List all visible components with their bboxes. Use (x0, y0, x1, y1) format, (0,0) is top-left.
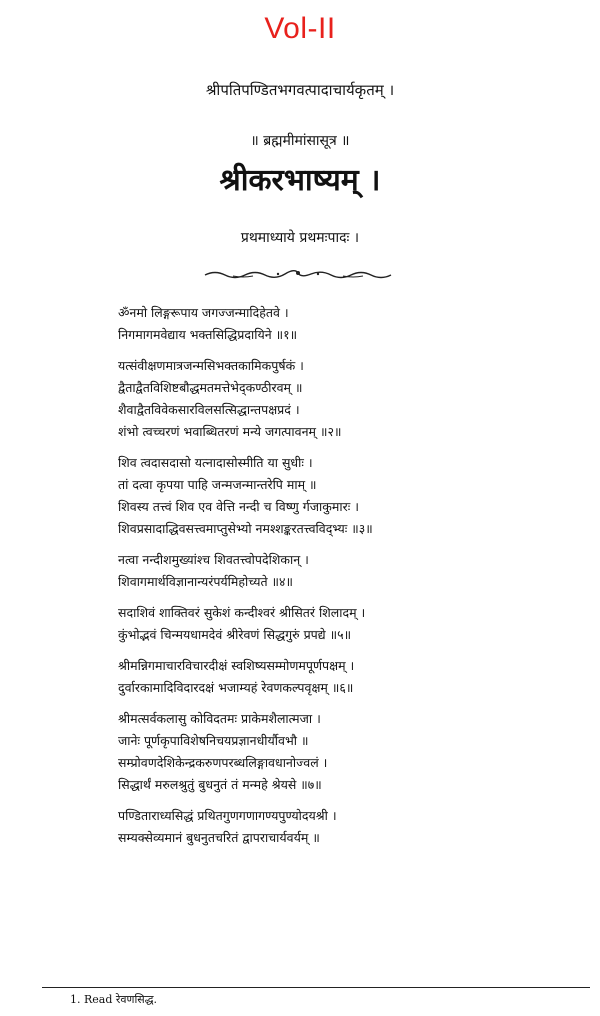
verse-line: यत्संवीक्षणमात्रजन्मसिभक्तकामिकपुर्षकं । (118, 358, 304, 373)
verse-line: ॐनमो लिङ्गरूपाय जगज्जन्मादिहेतवे । (118, 305, 289, 320)
verse-block (118, 302, 588, 346)
verse-line: तां दत्वा कृपया पाहि जन्मजन्मान्तरेपि माम् ॥ (118, 477, 317, 492)
verse-line: कुंभोद्भवं चिन्मयधामदेवं श्रीरेवणं सिद्धगुरुं प्रपद्ये ॥५॥ (118, 627, 352, 642)
ornament-divider (203, 269, 393, 279)
verse-block (118, 655, 588, 699)
verse-block (118, 452, 588, 540)
verse-line: शिवप्रसादाद्धिवसत्त्वमाप्तुसेभ्यो नमश्शङ्करतत्त्वविद्भ्यः ॥३॥ (118, 521, 373, 536)
subtitle: ॥ ब्रह्ममीमांसासूत्र ॥ (250, 133, 350, 149)
verse-block (118, 805, 588, 849)
verse-line: सिद्धार्थं मरुलश्रुतुं बुधनुतं तं मन्महे श्रेयसे ॥७॥ (118, 777, 322, 792)
verse-line: शिवागमार्थविज्ञानान्यरंपर्यमिहोच्यते ॥४॥ (118, 574, 294, 589)
verse-line: जानेः पूर्णकृपाविशेषनिचयप्रज्ञानधीर्यौवभौ ॥ (118, 733, 309, 748)
verse-line: सदाशिवं शाक्तिवरं सुकेशं कन्दीश्वरं श्रीसितरं शिलादम् । (118, 605, 366, 620)
verse-line: सम्प्रोवणदेशिकेन्द्रकरुणपरब्धलिङ्गावधानोज्वलं । (118, 755, 328, 770)
verse-block (118, 549, 588, 593)
main-title: श्रीकरभाष्यम् । (219, 163, 381, 198)
footnote-divider (42, 987, 590, 988)
verse-line: सम्यक्सेव्यमानं बुधनुतचरितं द्वापराचार्यवर्यम् ॥ (118, 830, 320, 845)
verse-line: निगमागमवेद्याय भक्तसिद्धिप्रदायिने ॥१॥ (118, 327, 298, 342)
verse-line: श्रीमन्निगमाचारविचारदीक्षं स्वशिष्यसम्मोणमपूर्णपक्षम् । (118, 658, 355, 673)
section-title: प्रथमाध्याये प्रथमःपादः । (240, 230, 360, 246)
verse-line: शिवस्य तत्त्वं शिव एव वेत्ति नन्दी च विष्णु र्गजाकुमारः । (118, 499, 359, 514)
volume-label: Vol-II (264, 12, 336, 45)
footnote: 1. Read रेवणसिद्ध. (70, 993, 158, 1006)
verse-line: नत्वा नन्दीशमुख्यांश्च शिवतत्त्वोपदेशिकान् । (118, 552, 309, 567)
verse-block (118, 355, 588, 443)
verse-line: शैवाद्वैतविवेकसारविलसत्सिद्धान्तपक्षप्रदं । (118, 402, 300, 417)
verse-line: श्रीमत्सर्वकलासु कोविदतमः प्राकेमशैलात्मजा । (118, 711, 321, 726)
verse-line: पण्डिताराध्यसिद्धं प्रथितगुणगणागण्यपुण्योदयश्री । (118, 808, 337, 823)
verse-line: दुर्वारकामादिविदारदक्षं भजाम्यहं रेवणकल्पवृक्षम् ॥६॥ (118, 680, 354, 695)
verse-line: शिव त्वदासदासो यत्नादासोस्मीति या सुधीः । (118, 455, 313, 470)
verse-line: शंभो त्वच्चरणं भवाब्धितरणं मन्ये जगत्पावनम् ॥२॥ (118, 424, 342, 439)
verses-block (118, 302, 588, 858)
author-line: श्रीपतिपण्डितभगवत्पादाचार्यकृतम् । (205, 81, 395, 99)
verse-line: द्वैताद्वैतविशिष्टबौद्धमतमत्तेभेद्कण्ठीरवम् ॥ (118, 380, 303, 395)
verse-block (118, 708, 588, 796)
verse-block (118, 602, 588, 646)
